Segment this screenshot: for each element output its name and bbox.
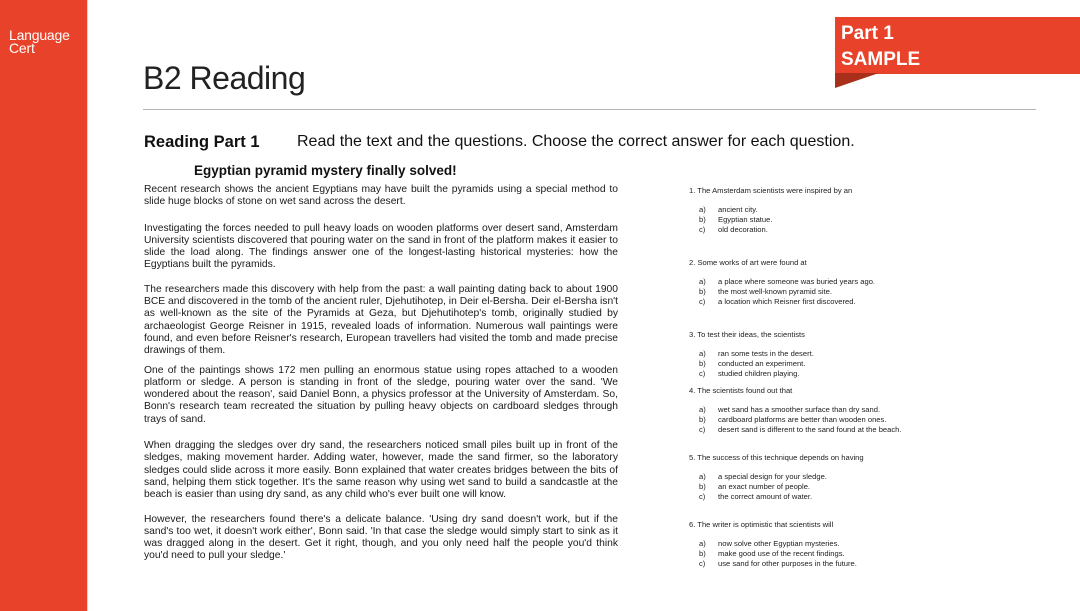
answer-option[interactable] [699,425,902,435]
answer-option[interactable] [699,369,814,379]
question-5 [689,453,864,502]
article-title: Egyptian pyramid mystery finally solved! [194,163,457,178]
brand-sidebar [0,0,88,611]
option-text: make good use of the recent findings. [718,549,845,558]
option-letter: b) [699,287,706,296]
option-text: the most well-known pyramid site. [718,287,832,296]
question-4 [689,386,902,435]
option-letter: a) [699,205,706,214]
part-sample-badge [835,17,1080,74]
answer-option[interactable] [699,205,852,215]
answer-option[interactable] [699,482,864,492]
answer-option[interactable] [699,349,814,359]
option-text: ran some tests in the desert. [718,349,814,358]
question-6 [689,520,857,569]
question-1 [689,186,852,235]
question-3 [689,330,814,379]
title-divider [143,109,1036,110]
option-letter: a) [699,472,706,481]
option-text: desert sand is different to the sand found at the beach. [718,425,902,434]
question-stem: 4. The scientists found out that [689,386,793,395]
answer-option[interactable] [699,549,857,559]
option-text: wet sand has a smoother surface than dry sand. [718,405,881,414]
answer-option[interactable] [699,225,852,235]
answer-option[interactable] [699,405,902,415]
article-paragraph: Investigating the forces needed to pull heavy loads on wooden platforms over desert sand, Amsterdam University scientists discovered that pouring water on the sand in front of the platform makes it easier to slide the load along. The findings answer one of the longest-lasting historical mysteries: how the Egyptians built the pyramids. [144,222,618,271]
option-text: use sand for other purposes in the future. [718,559,857,568]
answer-option[interactable] [699,559,857,569]
question-2 [689,258,875,307]
option-letter: c) [699,225,706,234]
logo-line-2: Cert [9,40,35,56]
option-letter: c) [699,369,706,378]
option-text: ancient city. [718,205,758,214]
option-text: cardboard platforms are better than wooden ones. [718,415,887,424]
option-text: now solve other Egyptian mysteries. [718,539,840,548]
page-title: B2 Reading [143,60,306,96]
logo-line-1: Language [9,27,70,43]
question-stem: 1. The Amsterdam scientists were inspired by an [689,186,853,195]
answer-option[interactable] [699,287,875,297]
article-body [144,184,618,563]
question-stem: 2. Some works of art were found at [689,258,807,267]
answer-option[interactable] [699,359,814,369]
option-letter: b) [699,549,706,558]
option-text: Egyptian statue. [718,215,773,224]
option-text: studied children playing. [718,369,800,378]
article-paragraph: One of the paintings shows 172 men pulling an enormous statue using ropes attached to a wooden platform or sledge. A person is standing in front of the sledge, pouring water over the sand. 'We wondered about the reason', said Daniel Bonn, a physics professor at the University of Amsterdam. So, Bonn's research team recreated the situation by pulling heavy objects on cardboard sledges through trays of sand. [144,364,618,425]
option-letter: c) [699,297,706,306]
option-letter: b) [699,215,706,224]
answer-option[interactable] [699,215,852,225]
question-stem: 3. To test their ideas, the scientists [689,330,805,339]
article-paragraph: However, the researchers found there's a delicate balance. 'Using dry sand doesn't work, but if the sand's too wet, it doesn't work either', Bonn said. 'In that case the sledge would simply start to sink as it was dragged along in the desert. Get it right, though, and you only need half the people you'd think you'd need to pull your sledge.' [144,513,618,562]
article-paragraph: When dragging the sledges over dry sand, the researchers noticed small piles built up in front of the sledges, making movement harder. Adding water, however, made the sand firmer, so the laboratory sledges could slide across it more easily. Bonn explained that water creates bridges between the bits of sand, helping them stick together. It's the same reason why using wet sand to build a sandcastle at the beach is easier than using dry sand, as any child who's ever built one will know. [144,440,618,501]
option-letter: c) [699,492,706,501]
option-letter: a) [699,539,706,548]
answer-option[interactable] [699,472,864,482]
languagecert-logo [9,29,70,55]
option-letter: c) [699,425,706,434]
article-paragraph: The researchers made this discovery with help from the past: a wall painting dating back to about 1900 BCE and discovered in the tomb of the ancient ruler, Djehutihotep, in Deir el-Bersha. Deir el-Bersha isn't as well-known as the site of the Pyramids at Geza, but Djehutihotep's tomb, originally studied by archaeologist George Reisner in 1915, revealed loads of information. Numerous wall paintings were found, and even before Reisner's research, European travellers had visited the tomb and made precise drawings of them. [144,283,618,357]
answer-option[interactable] [699,277,875,287]
answer-option[interactable] [699,415,902,425]
option-text: an exact number of people. [718,482,811,491]
answer-option[interactable] [699,539,857,549]
option-text: a place where someone was buried years ago. [718,277,876,286]
article-paragraph: Recent research shows the ancient Egyptians may have built the pyramids using a special method to slide huge blocks of stone on wet sand across the desert. [144,184,618,208]
option-text: the correct amount of water. [718,492,813,501]
option-letter: a) [699,405,706,414]
badge-part-label: Part 1 [841,23,894,44]
answer-option[interactable] [699,492,864,502]
option-text: conducted an experiment. [718,359,806,368]
option-text: old decoration. [718,225,768,234]
part-heading: Reading Part 1 [144,133,260,151]
option-letter: a) [699,349,706,358]
option-letter: b) [699,482,706,491]
option-text: a special design for your sledge. [718,472,827,481]
answer-option[interactable] [699,297,875,307]
badge-ribbon-fold [835,73,879,88]
question-stem: 6. The writer is optimistic that scientists will [689,520,834,529]
option-letter: c) [699,559,706,568]
question-stem: 5. The success of this technique depends on having [689,453,864,462]
option-letter: b) [699,415,706,424]
option-letter: b) [699,359,706,368]
instructions-text: Read the text and the questions. Choose the correct answer for each question. [297,133,855,150]
badge-sample-label: SAMPLE [841,49,921,70]
option-letter: a) [699,277,706,286]
option-text: a location which Reisner first discovered. [718,297,856,306]
